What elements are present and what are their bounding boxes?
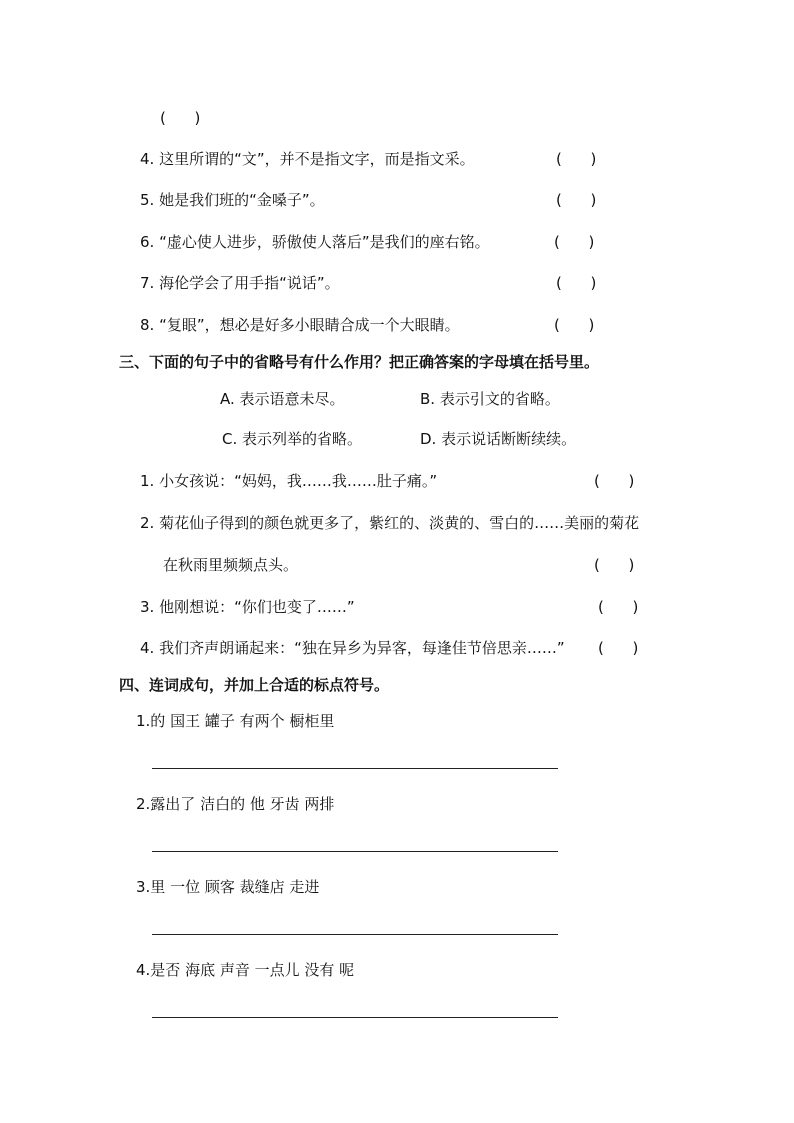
word-list-2: 2.露出了 洁白的 他 牙齿 两排 (136, 795, 335, 813)
option-a: A. 表示语意未尽。 (220, 390, 345, 408)
question-item-3-2-cont: 在秋雨里频频点头。 (163, 556, 299, 574)
question-item-7: 7. 海伦学会了用手指“说话”。 (140, 274, 340, 292)
answer-paren-top[interactable]: ( ) (160, 109, 201, 127)
word-list-4: 4.是否 海底 声音 一点儿 没有 呢 (136, 961, 355, 979)
answer-paren[interactable]: ( ) (556, 274, 597, 292)
answer-paren[interactable]: ( ) (556, 191, 597, 209)
question-item-4: 4. 这里所谓的“文”，并不是指文字，而是指文采。 (140, 150, 475, 168)
answer-line-2[interactable] (152, 851, 558, 852)
word-list-1: 1.的 国王 罐子 有两个 橱柜里 (136, 712, 335, 730)
option-b: B. 表示引文的省略。 (420, 390, 560, 408)
answer-paren[interactable]: ( ) (554, 233, 595, 251)
section-heading-4: 四、连词成句，并加上合适的标点符号。 (119, 676, 390, 694)
option-d: D. 表示说话断断续续。 (420, 430, 577, 448)
question-item-3-4: 4. 我们齐声朗诵起来：“独在异乡为异客，每逢佳节倍思亲……” (140, 639, 565, 657)
question-item-5: 5. 她是我们班的“金嗓子”。 (140, 191, 325, 209)
answer-paren[interactable]: ( ) (594, 556, 635, 574)
question-item-6: 6. “虚心使人进步，骄傲使人落后”是我们的座右铭。 (140, 233, 490, 251)
answer-paren[interactable]: ( ) (554, 316, 595, 334)
answer-line-4[interactable] (152, 1017, 558, 1018)
question-item-3-1: 1. 小女孩说：“妈妈，我……我……肚子痛。” (140, 472, 438, 490)
answer-line-3[interactable] (152, 934, 558, 935)
question-item-8: 8. “复眼”，想必是好多小眼睛合成一个大眼睛。 (140, 316, 460, 334)
answer-paren[interactable]: ( ) (598, 598, 639, 616)
question-item-3-3: 3. 他刚想说：“你们也变了……” (140, 598, 355, 616)
answer-paren[interactable]: ( ) (598, 639, 639, 657)
answer-paren[interactable]: ( ) (556, 150, 597, 168)
answer-paren[interactable]: ( ) (594, 472, 635, 490)
question-item-3-2: 2. 菊花仙子得到的颜色就更多了，紫红的、淡黄的、雪白的……美丽的菊花 (140, 514, 640, 532)
option-c: C. 表示列举的省略。 (222, 430, 363, 448)
answer-line-1[interactable] (152, 768, 558, 769)
word-list-3: 3.里 一位 顾客 裁缝店 走进 (136, 878, 320, 896)
section-heading-3: 三、下面的句子中的省略号有什么作用？把正确答案的字母填在括号里。 (119, 353, 600, 371)
